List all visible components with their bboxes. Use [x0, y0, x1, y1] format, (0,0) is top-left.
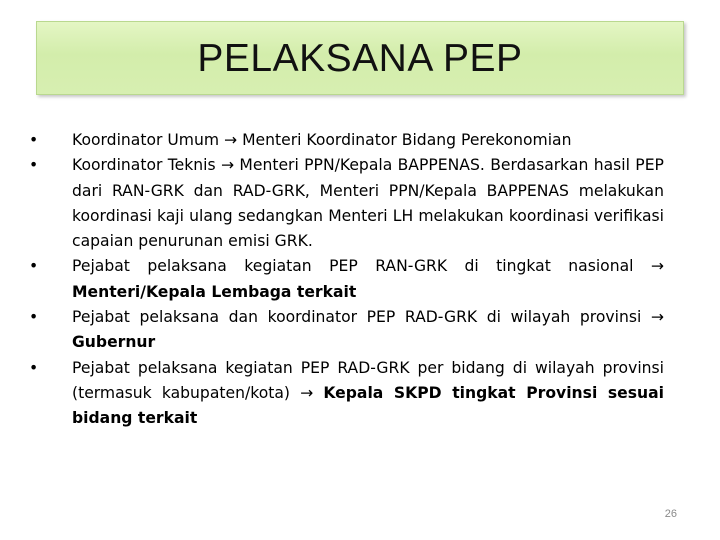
bullet-role: Koordinator Teknis	[72, 156, 216, 175]
bullet-dot-icon: •	[29, 308, 39, 327]
bullet-list	[24, 128, 664, 432]
bullet-holder: Gubernur	[72, 333, 156, 352]
bullet-koordinator-teknis	[24, 153, 664, 254]
bullet-holder: Menteri/Kepala Lembaga terkait	[72, 282, 357, 301]
title-banner	[36, 21, 684, 95]
bullet-pelaksana-provinsi	[24, 305, 664, 356]
bullet-pelaksana-nasional	[24, 254, 664, 305]
slide-title: PELAKSANA PEP	[197, 37, 523, 80]
bullet-dot-icon: •	[29, 156, 39, 175]
page-number: 26	[664, 508, 677, 520]
bullet-pelaksana-bidang	[24, 356, 664, 432]
bullet-holder: Menteri PPN/Kepala BAPPENAS.	[239, 156, 485, 175]
bullet-holder: Kepala SKPD tingkat Provinsi sesuai bidang terkait	[72, 383, 664, 428]
arrow-right-icon: →	[650, 308, 664, 327]
bullet-role: Pejabat pelaksana dan koordinator PEP RAD-GRK di wilayah provinsi	[72, 308, 642, 327]
bullet-koordinator-umum	[24, 128, 664, 153]
bullet-dot-icon: •	[29, 131, 39, 149]
bullet-role: Koordinator Umum	[72, 131, 220, 149]
bullet-role: Pejabat pelaksana kegiatan PEP RAN-GRK di tingkat nasional	[72, 257, 634, 276]
arrow-right-icon: →	[224, 131, 238, 149]
arrow-right-icon: →	[650, 257, 664, 276]
bullet-dot-icon: •	[29, 257, 39, 276]
bullet-role: Pejabat pelaksana kegiatan PEP RAD-GRK per bidang di wilayah provinsi (termasuk kabupaten/kota)	[72, 358, 664, 402]
arrow-right-icon: →	[220, 156, 235, 175]
bullet-holder: Menteri Koordinator Bidang Perekonomian	[242, 131, 572, 149]
arrow-right-icon: →	[300, 383, 314, 402]
bullet-dot-icon: •	[29, 358, 39, 377]
bullet-detail: Berdasarkan hasil PEP dari RAN-GRK dan RAD-GRK, Menteri PPN/Kepala BAPPENAS melakukan koordinasi kaji ulang sedangkan Menteri LH melakukan koordinasi verifikasi capaian penurunan emisi GRK.	[72, 156, 664, 251]
